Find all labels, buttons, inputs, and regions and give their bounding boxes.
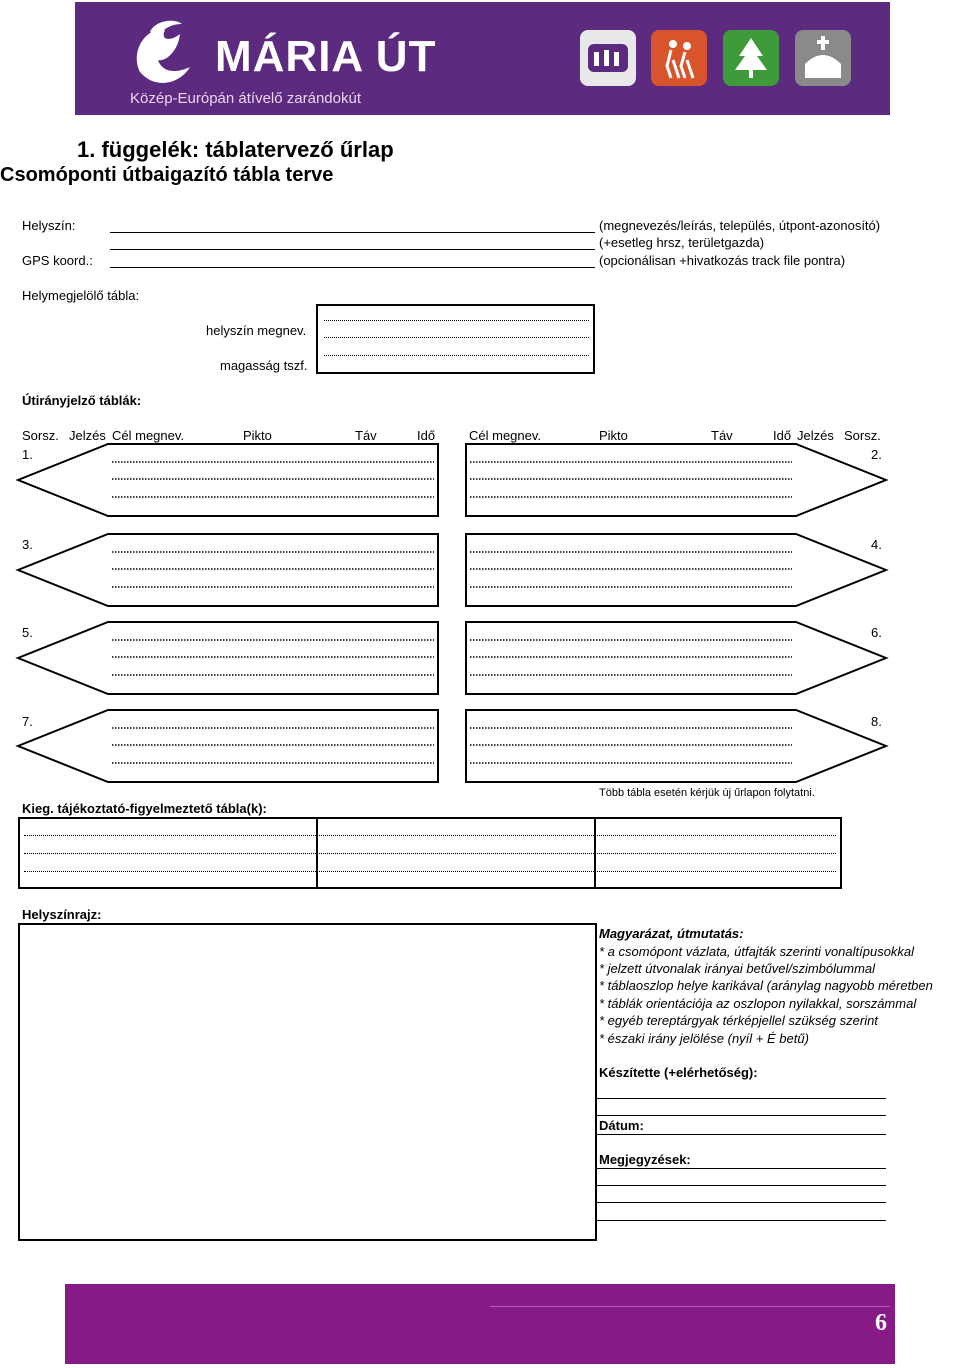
datum-line[interactable] — [597, 1134, 886, 1135]
arrow-sign-right[interactable] — [466, 710, 886, 782]
arrow-sign-left[interactable] — [18, 444, 438, 516]
header-celmegnev-left: Cél megnev. — [112, 428, 185, 443]
row-number-left: 5. — [22, 625, 33, 640]
guide-item: * táblák orientációja az oszlopon nyilakkal, sorszámmal — [599, 996, 917, 1011]
header-sorsz-left: Sorsz. — [22, 428, 59, 443]
gps-label: GPS koord.: — [22, 253, 93, 268]
helyszin-label: Helyszín: — [22, 218, 76, 233]
guide-item: * táblaoszlop helye karikával (aránylag nagyobb méretben — [599, 978, 933, 993]
header-tav-right: Táv — [711, 428, 733, 443]
keszitette-line[interactable] — [597, 1115, 886, 1116]
arrow-sign-left[interactable] — [18, 534, 438, 606]
header-pikto-right: Pikto — [599, 428, 628, 443]
brand-name: MÁRIA ÚT — [215, 32, 437, 81]
megjegyzes-line[interactable] — [597, 1185, 886, 1186]
keszitette-line[interactable] — [597, 1098, 886, 1099]
arrow-sign-left[interactable] — [18, 622, 438, 694]
header-ido-left: Idő — [417, 428, 436, 443]
megjegyzes-line[interactable] — [597, 1168, 886, 1169]
header-ido-right: Idő — [773, 428, 792, 443]
page-title: 1. függelék: táblatervező űrlap — [77, 137, 394, 162]
megjegyzes-line[interactable] — [597, 1202, 886, 1203]
guide-item: * egyéb tereptárgyak térképjellel szükség szerint — [599, 1013, 878, 1028]
row-number-left: 3. — [22, 537, 33, 552]
sketch-area[interactable] — [18, 923, 597, 1241]
row-number-left: 1. — [22, 447, 33, 462]
row-number-right: 8. — [871, 714, 882, 729]
arrow-sign-right[interactable] — [466, 444, 886, 516]
helyszinrajz-label: Helyszínrajz: — [22, 907, 102, 922]
row-number-right: 6. — [871, 625, 882, 640]
footer-banner — [65, 1284, 895, 1364]
helyszin-megnev-label: helyszín megnev. — [206, 323, 307, 338]
header-jelzes-right: Jelzés — [797, 428, 834, 443]
page-number: 6 — [875, 1310, 887, 1336]
header-celmegnev-right: Cél megnev. — [469, 428, 542, 443]
magyarazat-title: Magyarázat, útmutatás: — [599, 926, 744, 941]
kieg-sign-box[interactable] — [18, 817, 842, 889]
keszitette-label: Készítette (+elérhetőség): — [599, 1065, 758, 1080]
megjegyzes-line[interactable] — [597, 1220, 886, 1221]
magassag-label: magasság tszf. — [220, 358, 308, 373]
row-number-right: 4. — [871, 537, 882, 552]
helymegjelolo-label: Helymegjelölő tábla: — [22, 288, 140, 303]
page-subtitle: Csomóponti útbaigazító tábla terve — [0, 164, 334, 186]
guide-item: * a csomópont vázlata, útfajták szerinti vonaltípusokkal — [599, 944, 915, 959]
utiranyjelzo-label: Útirányjelző táblák: — [22, 393, 142, 408]
brand-tagline: Közép-Európán átívelő zarándokút — [130, 90, 361, 107]
header-pikto-left: Pikto — [243, 428, 272, 443]
arrow-sign-right[interactable] — [466, 622, 886, 694]
row-number-right: 2. — [871, 447, 882, 462]
header-jelzes-left: Jelzés — [69, 428, 106, 443]
guide-item: * jelzett útvonalak irányai betűvel/szimbólummal — [599, 961, 876, 976]
location-note-2: (+esetleg hrsz, területgazda) — [599, 235, 765, 250]
kieg-label: Kieg. tájékoztató-figyelmeztető tábla(k): — [22, 801, 267, 816]
megjegyzesek-label: Megjegyzések: — [599, 1152, 691, 1167]
header-tav-left: Táv — [355, 428, 377, 443]
kieg-note: Több tábla esetén kérjük új űrlapon folytatni. — [599, 787, 815, 799]
header-sorsz-right: Sorsz. — [844, 428, 881, 443]
arrow-sign-right[interactable] — [466, 534, 886, 606]
row-number-left: 7. — [22, 714, 33, 729]
guide-item: * északi irány jelölése (nyíl + É betű) — [599, 1031, 809, 1046]
location-note-1: (megnevezés/leírás, település, útpont-azonosító) — [599, 218, 881, 233]
arrow-sign-left[interactable] — [18, 710, 438, 782]
datum-label: Dátum: — [599, 1118, 644, 1133]
location-note-3: (opcionálisan +hivatkozás track file pontra) — [599, 253, 846, 268]
